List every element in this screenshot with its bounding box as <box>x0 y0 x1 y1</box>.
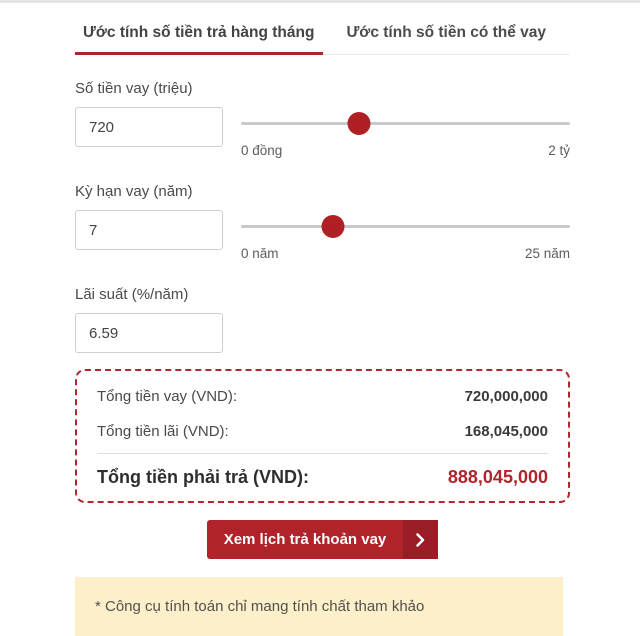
disclaimer-text: * Công cụ tính toán chỉ mang tính chất tham khảo <box>95 598 425 615</box>
view-repayment-schedule-button[interactable] <box>207 520 439 559</box>
tab-monthly-payment-estimate[interactable] <box>75 16 323 54</box>
slider-min-label: 0 đồng <box>241 143 283 158</box>
loan-term-slider[interactable] <box>241 208 570 248</box>
slider-handle[interactable] <box>348 112 371 135</box>
total-payable-value: 888,045,000 <box>447 467 548 487</box>
calculator-tabs <box>75 16 570 55</box>
total-interest-value: 168,045,000 <box>464 423 548 440</box>
total-interest-row <box>97 414 548 449</box>
disclaimer-note <box>75 577 563 636</box>
results-summary-box <box>75 369 570 503</box>
total-payable-label: Tổng tiền phải trả (VND): <box>97 467 309 487</box>
loan-amount-label: Số tiền vay (triệu) <box>75 80 193 97</box>
slider-max-label: 2 tỷ <box>548 143 570 158</box>
slider-handle[interactable] <box>322 215 345 238</box>
total-loan-value: 720,000,000 <box>464 388 548 405</box>
slider-track[interactable] <box>241 225 570 228</box>
loan-amount-slider[interactable] <box>241 105 570 145</box>
total-loan-row <box>97 379 548 414</box>
tab-label: Ước tính số tiền trả hàng tháng <box>83 24 315 41</box>
total-payable-row <box>97 453 548 488</box>
total-loan-label: Tổng tiền vay (VND): <box>97 388 238 405</box>
interest-rate-label: Lãi suất (%/năm) <box>75 286 189 303</box>
slider-max-label: 25 năm <box>524 246 570 261</box>
slider-min-label: 0 năm <box>241 246 279 261</box>
loan-amount-row <box>75 80 570 158</box>
loan-term-label: Kỳ hạn vay (năm) <box>75 183 193 200</box>
loan-term-input[interactable] <box>75 210 223 250</box>
tab-borrowable-amount-estimate[interactable] <box>323 16 571 54</box>
chevron-right-icon <box>403 520 438 559</box>
loan-amount-input[interactable] <box>75 107 223 147</box>
total-interest-label: Tổng tiền lãi (VND): <box>97 423 229 440</box>
tab-label: Ước tính số tiền có thể vay <box>346 24 547 41</box>
loan-term-row <box>75 183 570 261</box>
interest-rate-row <box>75 286 570 353</box>
button-label: Xem lịch trả khoản vay <box>223 531 387 548</box>
slider-track[interactable] <box>241 122 570 125</box>
interest-rate-input[interactable] <box>75 313 223 353</box>
